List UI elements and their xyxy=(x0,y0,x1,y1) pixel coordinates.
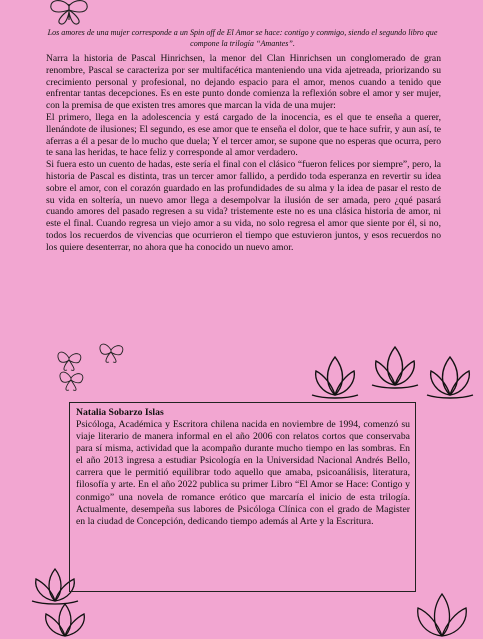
lotus-flower-icon xyxy=(310,345,480,405)
synopsis-paragraph: Narra la historia de Pascal Hinrichsen, la menor del Clan Hinrichsen un conglomerado de gran renombre, Pascal se caracteriza por ser multifacética manteniendo una vida ajetreada, priorizando su crecimiento personal y profesional, no dejando espacio para el amor, menos cuando a tenido que enfrentar tantas decepciones. Es en este punto donde comienza la reflexión sobre el amor y ser mujer, con la premisa de que existen tres amores que marcan la vida de una mujer: xyxy=(46,53,441,112)
synopsis xyxy=(46,53,441,254)
synopsis-paragraph: El primero, llega en la adolescencia y está cargado de la inocencia, es el que te enseña a querer, llenándote de ilusiones; El segundo, es ese amor que te enseña el dolor, que te hace sufrir, y aun así, te aferras a él a pesar de lo mucho que duela; Y el tercer amor, se supone que no esperas que ocurra, pero te sana las heridas, te hace feliz y corresponde al amor verdadero. xyxy=(46,111,441,159)
author-bio-box xyxy=(69,402,416,592)
author-name: Natalia Sobarzo Islas xyxy=(76,407,164,418)
author-bio-text: Psicóloga, Académica y Escritora chilena nacida en noviembre de 1994, comenzó su viaje literario de manera informal en el año 2006 con relatos cortos que conservaba para sí misma, actividad que la acompaño durante mucho tiempo en las sombras. En el año 2013 ingresa a estudiar Psicología en la Universidad Nacional Andrés Bello, carrera que le permitió equilibrar todo aquello que amaba, psicoanálisis, literatura, filosofía y arte. En el año 2022 publica su primer Libro “El Amor se Hace: Contigo y conmigo” una novela de romance erótico que marcaría el inicio de esta trilogía. Actualmente, desempeña sus labores de Psicóloga Clínica con el grado de Magister en la ciudad de Concepción, dedicando tiempo además al Arte y la Escritura. xyxy=(76,419,410,527)
lotus-flower-icon xyxy=(30,598,100,639)
lotus-flower-icon xyxy=(400,590,483,639)
intro-note: Los amores de una mujer corresponde a un Spin off de El Amor se hace: contigo y conmigo, siendo el segundo libro que compone la trilogía “Amantes”. xyxy=(47,28,438,48)
synopsis-paragraph: Si fuera esto un cuento de hadas, este sería el final con el clásico “fueron felices por siempre”, pero, la historia de Pascal es distinta, tras un tercer amor fallido, a perdido toda esperanza en revertir su idea sobre el amor, con el corazón guardado en las profundidades de su alma y la idea de pasar el resto de su vida en soltería, un nuevo amor llega a desempolvar la ilusión de ser amada, pero ¿qué pasará cuando amores del pasado regresen a su vida? tristemente este no es una clásica historia de amor, ni este el final. Cuando regresa un viejo amor a su vida, no solo regresa el amor que siente por él, si no, todos los recuerdos de vivencias que ocurrieron el tiempo que estuvieron juntos, y esos recuerdos no los quiere desenterrar, no ahora que ha conocido un nuevo amor. xyxy=(46,159,441,253)
butterfly-icon xyxy=(45,0,93,26)
